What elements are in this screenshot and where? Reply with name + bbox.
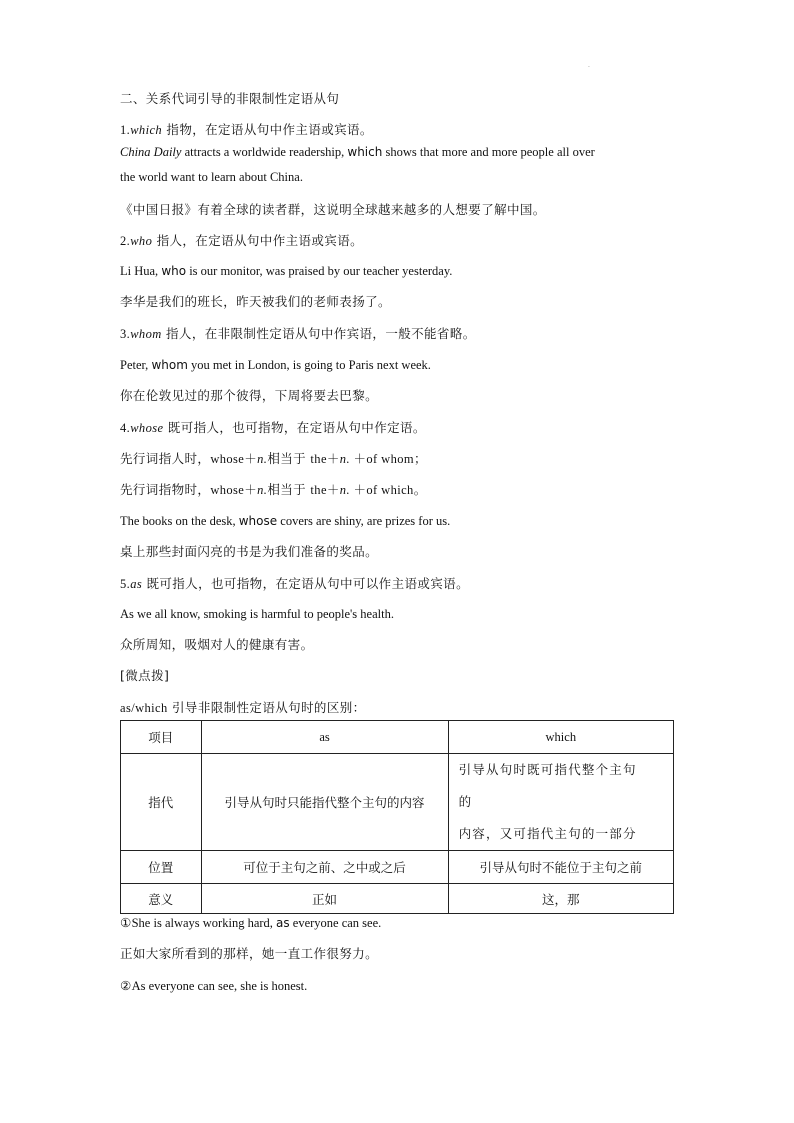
compare-intro: as/which 引导非限制性定语从句时的区别： <box>120 700 366 715</box>
item-which-translation: 《中国日报》有着全球的读者群，这说明全球越来越多的人想要了解中国。 <box>120 202 546 217</box>
example-1-translation: 正如大家所看到的那样，她一直工作很努力。 <box>120 946 379 961</box>
cell-which: 这，那 <box>448 884 673 914</box>
example-2: ②As everyone can see, she is honest. <box>120 978 308 993</box>
table-row <box>121 851 674 884</box>
cell-which: 引导从句时既可指代整个主句 的 内容，又可指代主句的一部分 <box>448 754 673 851</box>
corner-mark: . <box>588 62 590 69</box>
table-row <box>121 754 674 851</box>
row-label: 意义 <box>121 884 202 914</box>
header-cell-as: as <box>201 721 448 754</box>
item-who-example: Li Hua, who is our monitor, was praised by our teacher yesterday. <box>120 264 453 278</box>
item-whose-rule-thing: 先行词指物时，whose＋n.相当于 the＋n. ＋of which。 <box>120 482 427 497</box>
item-as-example: As we all know, smoking is harmful to people's health. <box>120 607 394 621</box>
item-whose-translation: 桌上那些封面闪亮的书是为我们准备的奖品。 <box>120 544 379 559</box>
row-label: 指代 <box>121 754 202 851</box>
cell-which: 引导从句时不能位于主句之前 <box>448 851 673 884</box>
cell-as: 引导从句时只能指代整个主句的内容 <box>201 754 448 851</box>
item-who-translation: 李华是我们的班长，昨天被我们的老师表扬了。 <box>120 294 391 309</box>
item-who-heading: 2.who 指人，在定语从句中作主语或宾语。 <box>120 233 364 248</box>
section-title: 二、关系代词引导的非限制性定语从句 <box>120 91 340 106</box>
item-which-heading: 1.which 指物，在定语从句中作主语或宾语。 <box>120 122 373 137</box>
cell-as: 正如 <box>201 884 448 914</box>
item-whom-translation: 你在伦敦见过的那个彼得，下周将要去巴黎。 <box>120 388 379 403</box>
item-whose-rule-person: 先行词指人时，whose＋n.相当于 the＋n. ＋of whom； <box>120 451 427 466</box>
item-which-example-line2: the world want to learn about China. <box>120 170 303 184</box>
item-as-heading: 5.as 既可指人，也可指物，在定语从句中可以作主语或宾语。 <box>120 576 469 591</box>
header-cell-which: which <box>448 721 673 754</box>
row-label: 位置 <box>121 851 202 884</box>
tip-label: [微点拨] <box>120 668 170 683</box>
item-which-example-line1: China Daily attracts a worldwide readership, which shows that more and more people all over <box>120 145 595 159</box>
cell-as: 可位于主句之前、之中或之后 <box>201 851 448 884</box>
header-cell-item: 项目 <box>121 721 202 754</box>
comparison-table <box>120 720 674 914</box>
item-whom-heading: 3.whom 指人，在非限制性定语从句中作宾语，一般不能省略。 <box>120 326 476 341</box>
item-whom-example: Peter, whom you met in London, is going to Paris next week. <box>120 358 431 372</box>
item-whose-example: The books on the desk, whose covers are shiny, are prizes for us. <box>120 514 451 528</box>
table-row <box>121 884 674 914</box>
example-1: ①She is always working hard, as everyone can see. <box>120 915 382 930</box>
table-header-row <box>121 721 674 754</box>
item-whose-heading: 4.whose 既可指人，也可指物，在定语从句中作定语。 <box>120 420 426 435</box>
item-as-translation: 众所周知，吸烟对人的健康有害。 <box>120 637 314 652</box>
